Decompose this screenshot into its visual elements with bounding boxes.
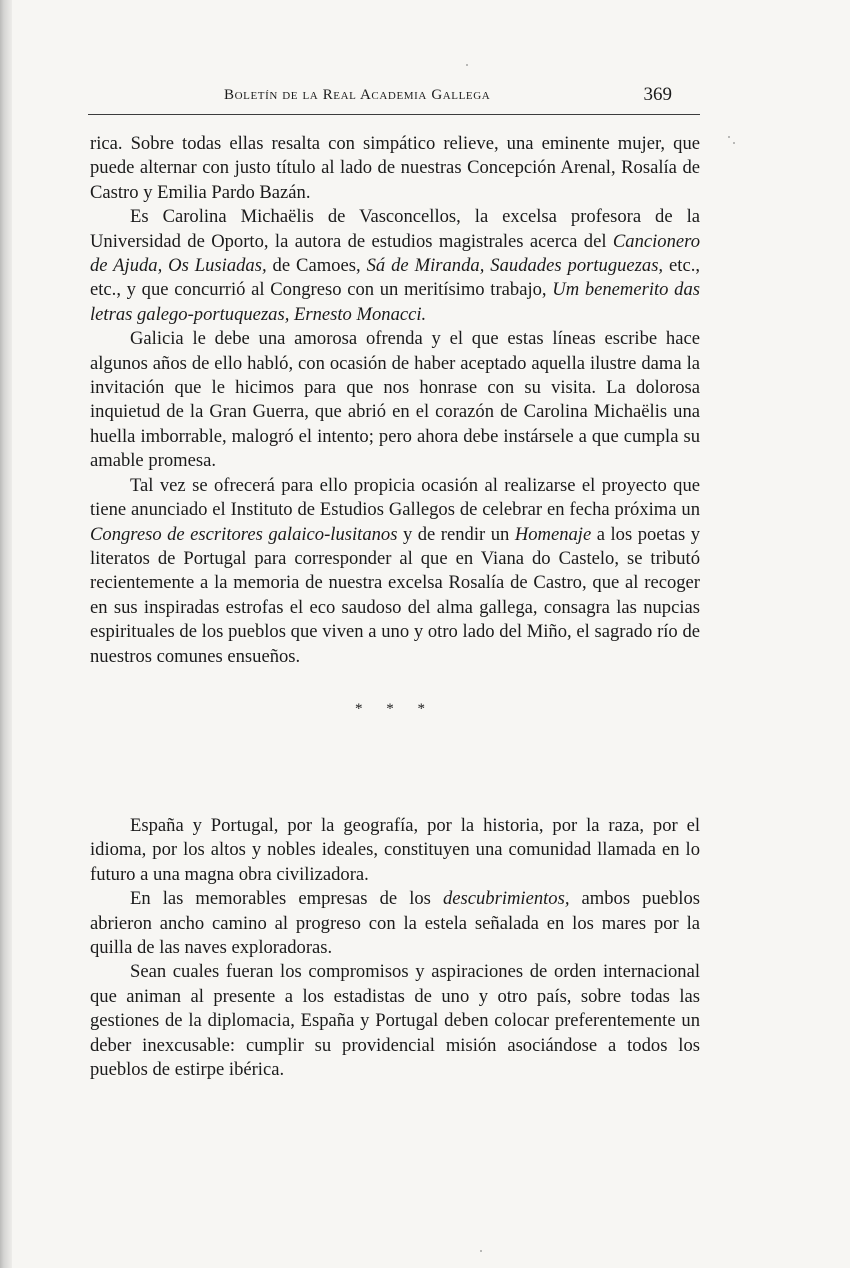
main-text [90, 132, 700, 755]
running-head [88, 82, 700, 115]
scan-speck [728, 136, 730, 138]
scan-speck [733, 142, 735, 144]
paragraph-4-italic-2: Homenaje [514, 523, 592, 545]
running-title: Boletín de la Real Academia Gallega [224, 87, 491, 103]
paragraph-2-italic-3: Um benemerito das letras galego-portuquezas, Ernesto Monacci. [90, 279, 700, 325]
paragraph-3: Galicia le debe una amorosa ofrenda y el que estas líneas escribe hace algunos años de ello habló, con ocasión de haber aceptado aquella ilustre dama la invitación que le hicimos para que nos honrase con su visita. La dolorosa inquietud de la Gran Guerra, que abrió en el corazón de Carolina Michaëlis una huella imborrable, malogró el intento; pero ahora debe instársele a que cumpla su amable promesa. [90, 328, 700, 472]
paragraph-2-italic-2: Sá de Miranda, Saudades portuguezas, [366, 255, 664, 277]
lower-text [90, 814, 700, 1082]
paragraph-5: España y Portugal, por la geografía, por la historia, por la raza, por el idioma, por los altos y nobles ideales, constituyen una comunidad llamada en lo futuro a una magna obra civilizadora. [90, 815, 700, 885]
page-number: 369 [643, 84, 672, 105]
paragraph-2-italic-1: Cancionero de Ajuda, Os Lusiadas, [90, 230, 700, 277]
binding-edge [0, 0, 12, 1268]
paragraph-4-text-c: a los poetas y literatos de Portugal para corresponder al que en Viana do Castelo, se tributó recientemente a la memoria de nuestra excelsa Rosalía de Castro, que al recoger en sus inspiradas estrofas el eco saudoso del alma gallega, consagra las nupcias espirituales de los pueblos que viven a uno y otro lado del Miño, el sagrado río de nuestros comunes ensueños. [90, 523, 700, 667]
paragraph-6-text-b: ambos pueblos abrieron ancho camino al progreso con la estela señalada en los mares por la quilla de las naves exploradoras. [90, 888, 700, 959]
paragraph-7: Sean cuales fueran los compromisos y aspiraciones de orden internacional que animan al presente a los estadistas de uno y otro país, sobre todas las gestiones de la diplomacia, España y Portugal deben colocar preferentemente un deber inexcusable: cumplir su providencial misión asociándose a todos los pueblos de estirpe ibérica. [90, 961, 700, 1081]
paragraph-2-text-c: etc., etc., y que concurrió al Congreso con un meritísimo trabajo, [90, 255, 701, 301]
paragraph-6 [90, 887, 700, 960]
paragraph-4-text-a: Tal vez se ofrecerá para ello propicia ocasión al realizarse el proyecto que tiene anunciado el Instituto de Estudios Gallegos de celebrar en fecha próxima un [90, 474, 700, 521]
paragraph-2 [90, 205, 700, 327]
scan-speck [480, 1250, 482, 1252]
paragraph-4-italic-1: Congreso de escritores galaico-lusitanos [90, 523, 398, 545]
paragraph-4 [90, 474, 700, 669]
paragraph-4-text-b: y de rendir un [397, 523, 515, 545]
paragraph-1: rica. Sobre todas ellas resalta con simpático relieve, una eminente mujer, que puede alternar con justo título al lado de nuestras Concepción Arenal, Rosalía de Castro y Emilia Pardo Bazán. [90, 133, 700, 203]
paragraph-2-text-a: Es Carolina Michaëlis de Vasconcellos, la excelsa profesora de la Universidad de Oporto, la autora de estudios magistrales acerca del [90, 206, 700, 252]
paragraph-6-text-a: En las memorables empresas de los [130, 888, 443, 910]
section-separator: * * * [355, 700, 435, 717]
scan-speck [466, 64, 468, 66]
paragraph-2-text-b: de Camoes, [266, 255, 367, 277]
paragraph-6-italic-1: descubrimientos, [442, 888, 570, 910]
